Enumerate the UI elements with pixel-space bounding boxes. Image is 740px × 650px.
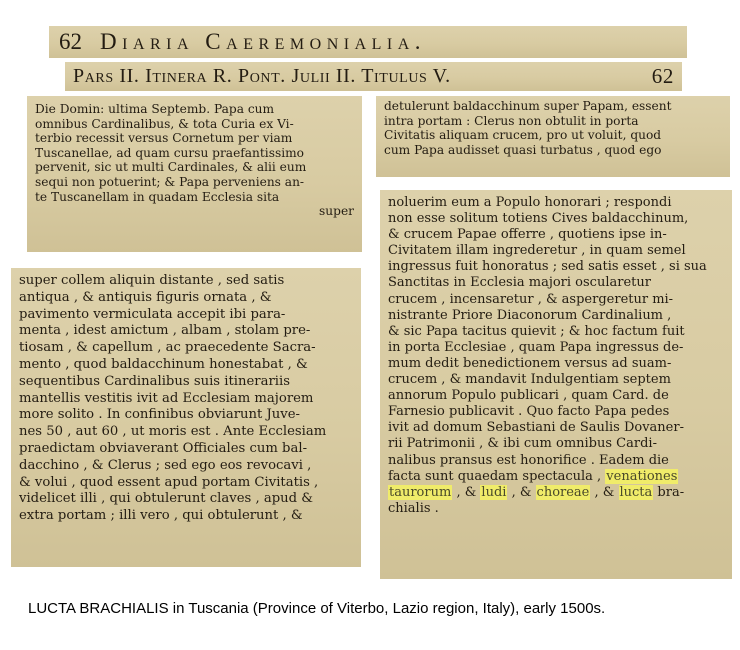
text-line-highlighted xyxy=(388,485,724,501)
text-line: crucem , & mandavit Indulgentiam septem xyxy=(388,372,671,388)
text-line: pavimento vermiculata accepit ibi para- xyxy=(19,306,286,322)
text-line: te Tuscanellam in quadam Ecclesia sita xyxy=(35,189,280,204)
section-title: Pars II. Itinera R. Pont. Julii II. Titulus V. xyxy=(73,65,451,87)
text-line: nes 50 , aut 60 , ut moris est . Ante Ecclesiam xyxy=(19,424,327,440)
highlight-choreae: choreae xyxy=(536,484,590,500)
highlight-lucta: lucta xyxy=(619,484,653,500)
text-line: ingressus fuit honoratus ; sed satis esset , si sua xyxy=(388,259,707,275)
text-line: chialis . xyxy=(388,500,439,516)
text-line: antiqua , & antiquis figuris ornata , & xyxy=(19,289,272,305)
text-fragment: , & xyxy=(507,484,536,500)
text-fragment: , & xyxy=(590,484,619,500)
text-line: & sic Papa tacitus quievit ; & hoc factum fuit xyxy=(388,323,685,339)
text-line: videlicet illi , qui obtulerunt claves , apud & xyxy=(19,491,314,507)
text-line: sequentibus Cardinalibus suis itinerariis xyxy=(19,373,290,389)
text-panel-4 xyxy=(380,190,732,579)
text-line: nalibus pransus est honorifice . Eadem die xyxy=(388,452,669,468)
text-line: non esse solitum totiens Cives baldacchinum, xyxy=(388,211,689,227)
text-fragment: , & xyxy=(452,484,481,500)
text-line: detulerunt baldacchinum super Papam, essent xyxy=(384,99,672,113)
text-line: mantellis vestitis ivit ad Ecclesiam majorem xyxy=(19,390,314,406)
text-line: more solito . In confinibus obviarunt Juve- xyxy=(19,407,301,423)
highlight-ludi: ludi xyxy=(481,484,507,500)
text-line: annorum Populo publicari , quam Card. de xyxy=(388,388,669,404)
text-line: super collem aliquin distante , sed satis xyxy=(19,273,285,288)
text-line: extra portam ; illi vero , qui obtulerunt , & xyxy=(19,508,303,524)
running-title: Diaria Caeremonialia. xyxy=(100,29,427,54)
header-strip-top xyxy=(49,26,687,58)
text-line: sequi non potuerint; & Papa perveniens an- xyxy=(35,174,305,189)
text-panel-3 xyxy=(11,268,361,567)
image-caption: LUCTA BRACHIALIS in Tuscania (Province of Viterbo, Lazio region, Italy), early 1500s. xyxy=(28,600,606,617)
highlight-taurorum: taurorum xyxy=(389,484,452,500)
header-strip-second xyxy=(65,62,682,91)
text-line: rii Patrimonii , & ibi cum omnibus Cardi- xyxy=(388,436,657,452)
text-line: Sanctitas in Ecclesia majori oscularetur xyxy=(388,275,651,291)
text-panel-1 xyxy=(27,96,362,252)
text-line-highlighted xyxy=(388,469,724,485)
text-line: & crucem Papae offerre , quotiens ipse in- xyxy=(388,227,667,243)
text-line: crucem , incensaretur , & aspergeretur mi- xyxy=(388,291,674,307)
text-line: noluerim eum a Populo honorari ; respondi xyxy=(388,195,672,210)
text-fragment: bra- xyxy=(653,484,685,500)
text-line: praedictam obviaverant Officiales cum bal- xyxy=(19,440,308,456)
text-line: cum Papa audisset quasi turbatus , quod ego xyxy=(384,142,662,157)
text-line: mento , quod baldacchinum honestabat , & xyxy=(19,356,308,372)
text-line: nistrante Priore Diaconorum Cardinalium , xyxy=(388,307,672,323)
page-number: 62 xyxy=(59,29,82,54)
text-line: mum dedit benedictionem versus ad suam- xyxy=(388,355,672,371)
text-fragment: facta sunt quaedam spectacula , xyxy=(388,468,606,484)
text-panel-2 xyxy=(376,96,730,177)
text-line: & volui , quod essent apud portam Civitatis , xyxy=(19,474,319,490)
text-line: Die Domin: ultima Septemb. Papa cum xyxy=(35,102,275,116)
highlight-venationes: venationes xyxy=(606,468,678,484)
text-line: Farnesio publicavit . Quo facto Papa pedes xyxy=(388,404,670,420)
page-number-right: 62 xyxy=(651,64,674,88)
text-line: intra portam : Clerus non obtulit in porta xyxy=(384,113,639,128)
text-line: terbio recessit versus Cornetum per viam xyxy=(35,131,293,146)
text-line: Civitatis aliquam crucem, pro ut voluit, quod xyxy=(384,128,662,143)
text-line: ivit ad domum Sebastiani de Saulis Dovaner- xyxy=(388,420,684,436)
text-line: pervenit, sic ut multi Cardinales, & alii eum xyxy=(35,160,307,175)
text-line: in porta Ecclesiae , quam Papa ingressus de- xyxy=(388,339,684,355)
text-line: omnibus Cardinalibus, & tota Curia ex Vi- xyxy=(35,116,294,131)
text-line: menta , idest amictum , albam , stolam pre- xyxy=(19,323,311,339)
text-line: Civitatem illam ingrederetur , in quam semel xyxy=(388,243,686,259)
text-line: tiosam , & capellum , ac praecedente Sacra- xyxy=(19,340,316,356)
catchword: super xyxy=(319,204,354,219)
text-line: Tuscanellae, ad quam cursu praefantissimo xyxy=(35,145,305,160)
text-line: dacchino , & Clerus ; sed ego eos revocavi , xyxy=(19,457,312,473)
